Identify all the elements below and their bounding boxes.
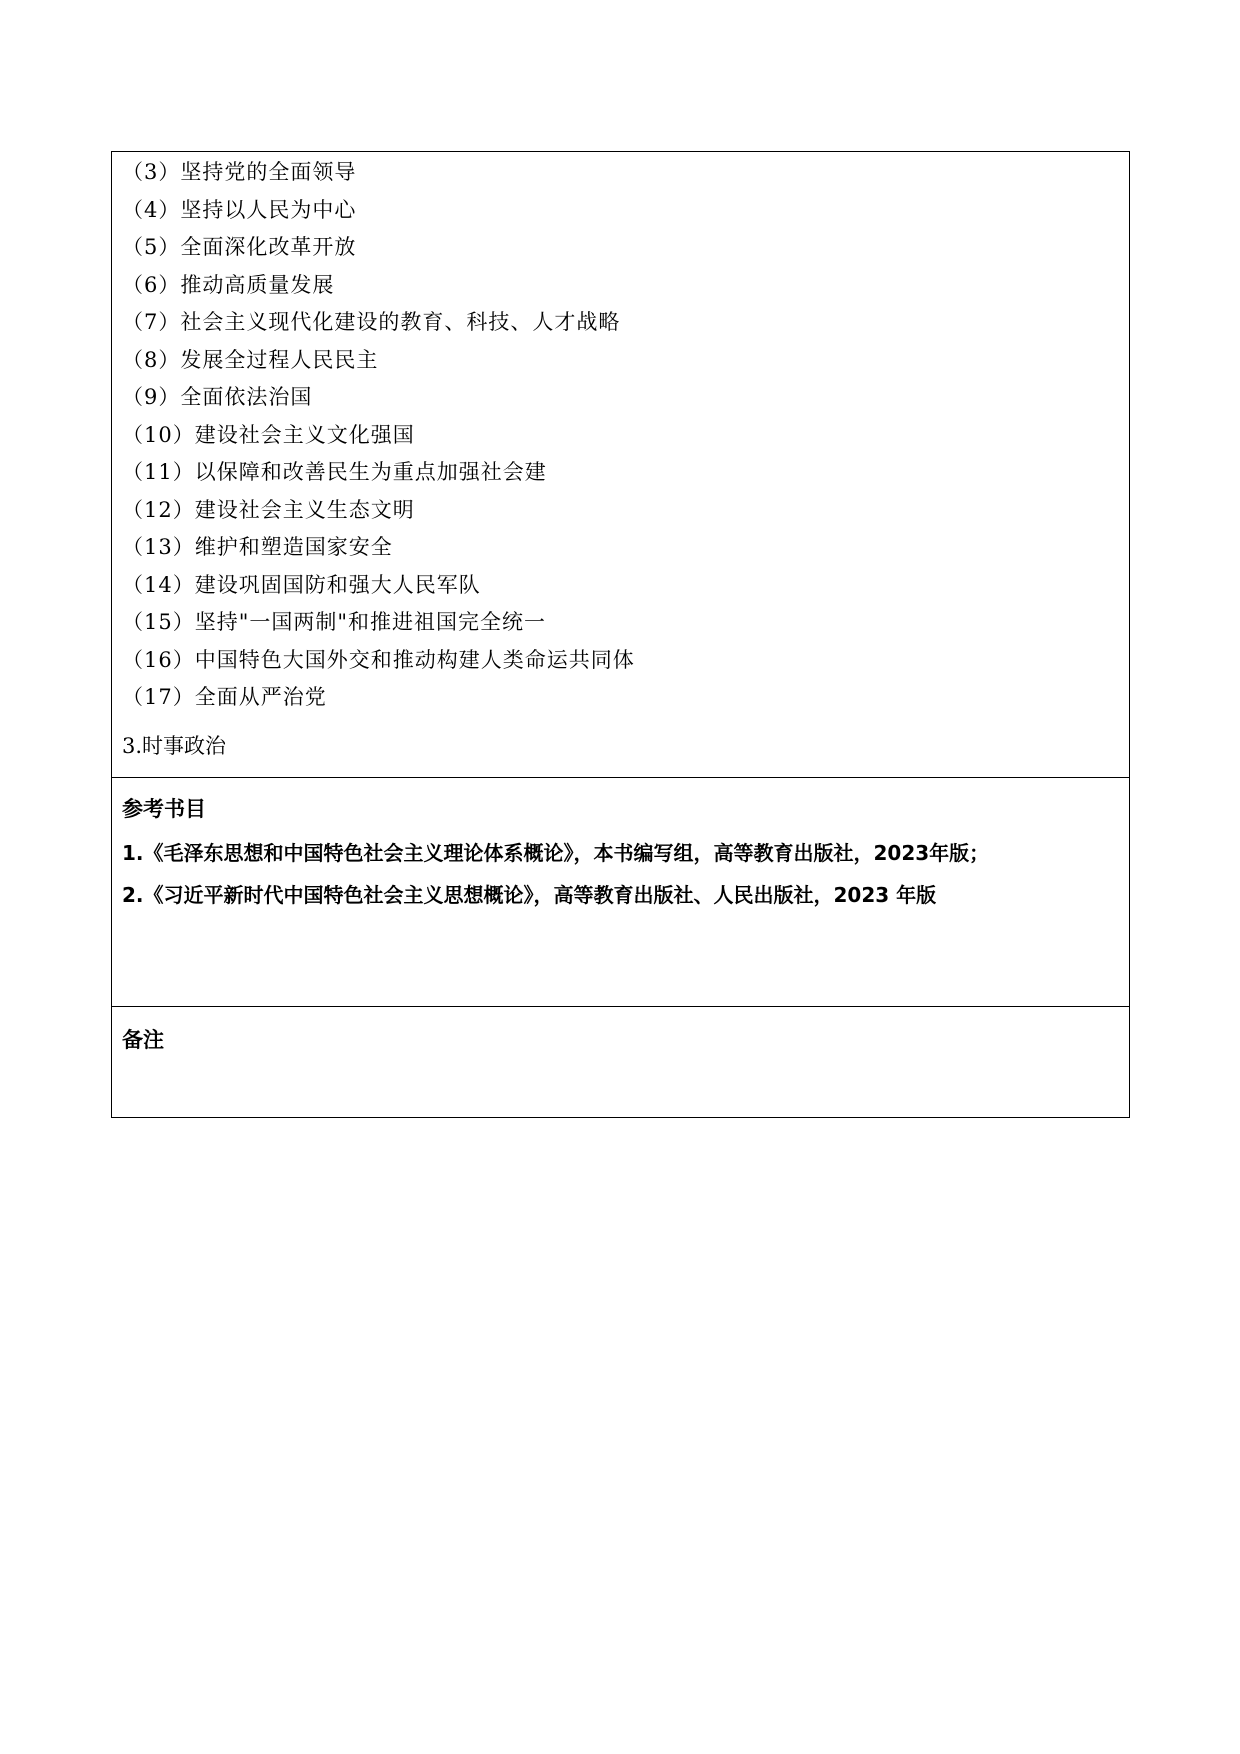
list-item: （8）发展全过程人民民主 [122,347,379,372]
list-item: （7）社会主义现代化建设的教育、科技、人才战略 [122,310,621,334]
reference-entry: 1.《毛泽东思想和中国特色社会主义理论体系概论》，本书编写组，高等教育出版社，2023年版； [122,841,990,865]
list-item: （3）坚持党的全面领导 [122,160,357,184]
list-item: （16）中国特色大国外交和推动构建人类命运共同体 [122,647,635,672]
section-heading-current-affairs: 3.时事政治 [122,734,227,758]
list-item: （4）坚持以人民为中心 [122,197,357,222]
content-cell [112,152,1129,778]
list-item: （13）维护和塑造国家安全 [122,535,393,559]
references-cell [112,778,1129,1007]
document-table [111,151,1130,1118]
list-item: （15）坚持"一国两制"和推进祖国完全统一 [122,610,547,634]
references-title: 参考书目 [122,797,206,821]
reference-entry: 2.《习近平新时代中国特色社会主义思想概论》，高等教育出版社、人民出版社，2023 年版 [122,883,937,907]
list-item: （9）全面依法治国 [122,385,313,409]
list-item: （10）建设社会主义文化强国 [122,422,415,447]
list-item: （17）全面从严治党 [122,685,327,709]
notes-cell [112,1007,1129,1117]
list-item: （11）以保障和改善民生为重点加强社会建 [122,460,547,484]
topic-list [122,154,635,717]
list-item: （14）建设巩固国防和强大人民军队 [122,572,481,597]
notes-title: 备注 [122,1028,164,1052]
list-item: （12）建设社会主义生态文明 [122,497,415,522]
list-item: （5）全面深化改革开放 [122,235,357,259]
list-item: （6）推动高质量发展 [122,272,335,297]
